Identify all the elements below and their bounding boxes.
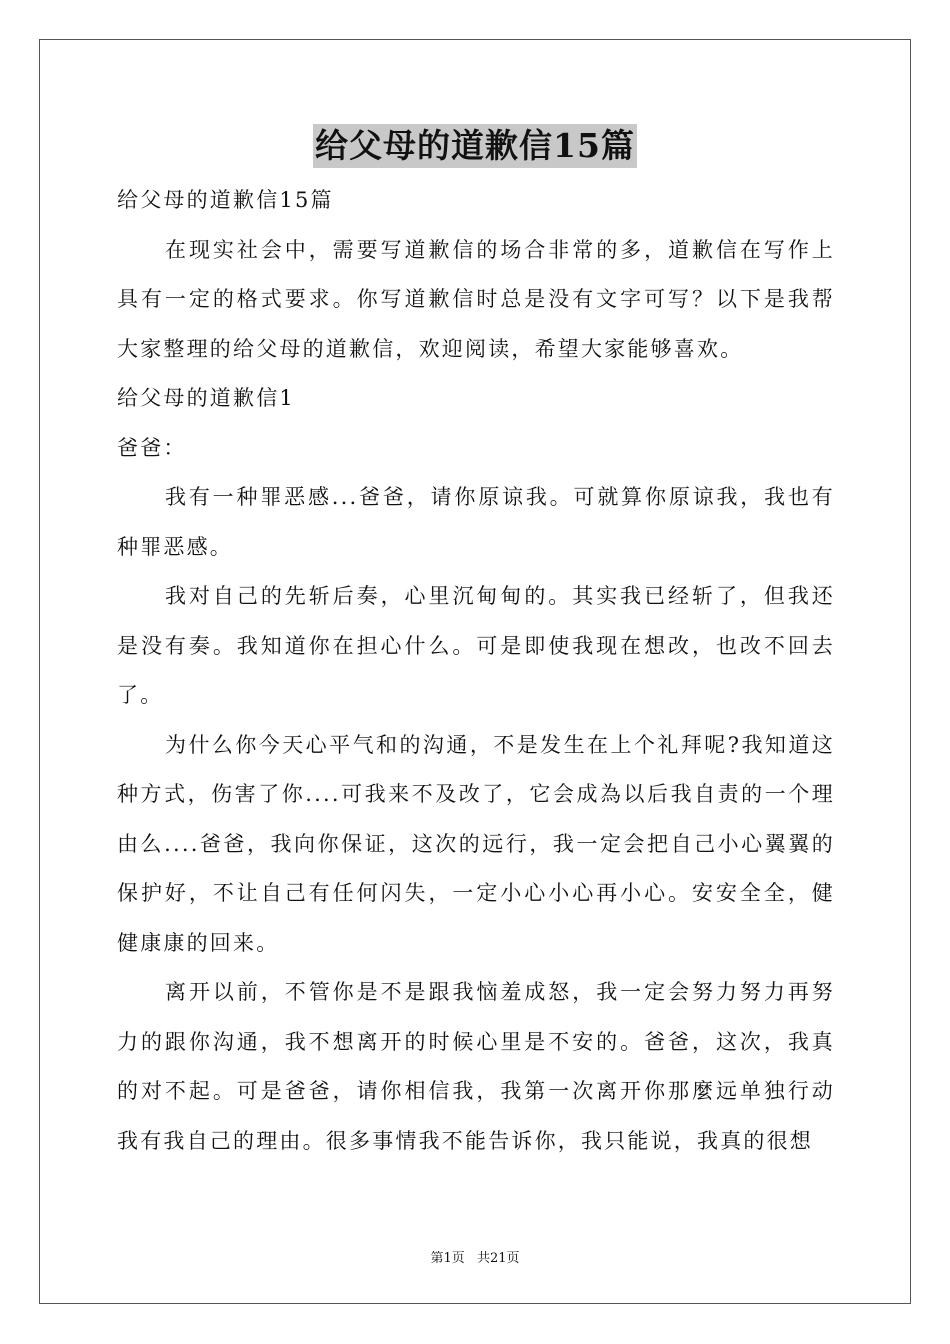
paragraph: 为什么你今天心平气和的沟通，不是发生在上个礼拜呢?我知道这种方式，伤害了你....可我来不及改了，它会成為以后我自责的一个理由么....爸爸，我向你保证，这次的远行，我一定会把自己小心翼翼的保护好，不让自己有任何闪失，一定小心小心再小心。安安全全，健健康康的回来。 [117,732,835,955]
document-title: 给父母的道歉信15篇 [313,124,637,168]
paragraph-intro: 在现实社会中，需要写道歉信的场合非常的多，道歉信在写作上具有一定的格式要求。你写道歉信时总是没有文字可写？以下是我帮大家整理的给父母的道歉信，欢迎阅读，希望大家能够喜欢。 [117,237,835,361]
paragraph: 我有一种罪恶感...爸爸，请你原谅我。可就算你原谅我，我也有种罪恶感。 [117,485,835,559]
section-heading: 给父母的道歉信1 [117,386,295,410]
paragraph-subtitle: 给父母的道歉信15篇 [117,188,334,212]
salutation: 爸爸： [117,435,187,460]
page-footer [0,1247,950,1266]
document-body [117,176,835,1166]
paragraph: 我对自己的先斩后奏，心里沉甸甸的。其实我已经斩了，但我还是没有奏。我知道你在担心什么。可是即使我现在想改，也改不回去了。 [117,584,835,707]
page-total: 共21页 [476,1251,520,1266]
page-number: 第1页 [430,1251,465,1266]
paragraph: 离开以前，不管你是不是跟我恼羞成怒，我一定会努力努力再努力的跟你沟通，我不想离开的时候心里是不安的。爸爸，这次，我真的对不起。可是爸爸，请你相信我，我第一次离开你那麼远单独行动我有我自己的理由。很多事情我不能告诉你，我只能说，我真的很想 [117,980,835,1153]
title-container [0,124,950,168]
